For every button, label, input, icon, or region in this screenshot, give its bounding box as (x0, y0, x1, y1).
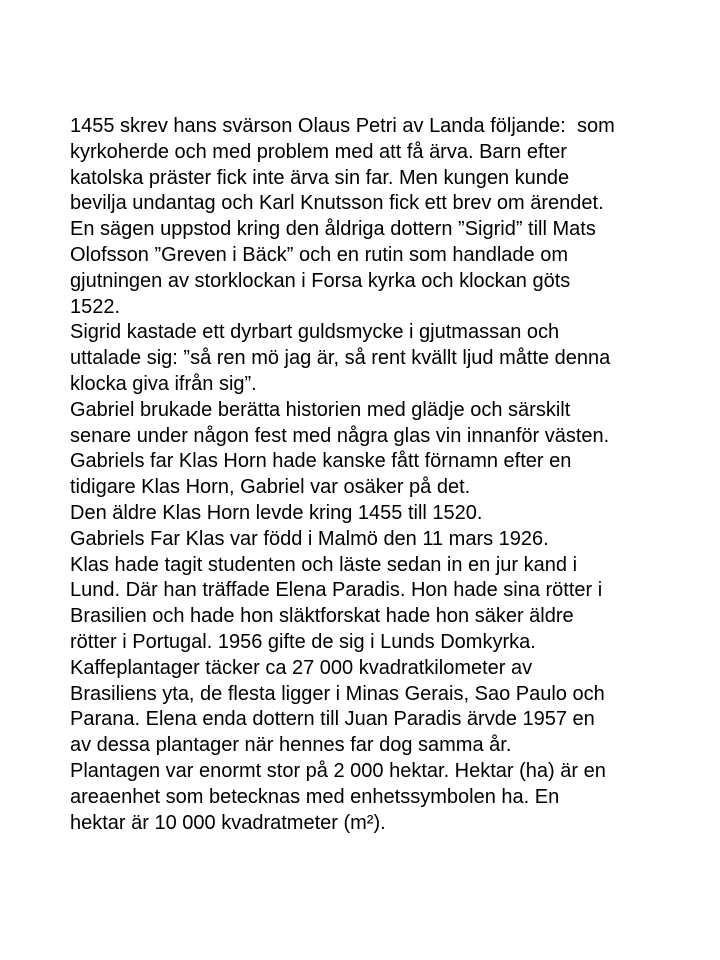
text-line: hektar är 10 000 kvadratmeter (m²). (70, 811, 386, 834)
text-line: katolska präster fick inte ärva sin far. Men kungen kunde (70, 166, 570, 189)
text-line: Klas hade tagit studenten och läste sedan in en jur kand i (70, 553, 578, 576)
text-line: tidigare Klas Horn, Gabriel var osäker på det. (70, 476, 471, 499)
text-line: uttalade sig: ”så ren mö jag är, så rent kvällt ljud måtte denna (70, 347, 611, 370)
text-line: bevilja undantag och Karl Knutsson fick ett brev om ärendet. (70, 192, 604, 215)
text-line: klocka giva ifrån sig”. (70, 372, 257, 395)
text-line: rötter i Portugal. 1956 gifte de sig i Lunds Domkyrka. (70, 630, 536, 653)
text-line: Lund. Där han träffade Elena Paradis. Hon hade sina rötter i (70, 579, 603, 602)
text-line: Kaffeplantager täcker ca 27 000 kvadratkilometer av (70, 656, 533, 679)
text-line: 1455 skrev hans svärson Olaus Petri av Landa följande: som (70, 115, 615, 137)
text-line: senare under någon fest med några glas vin innanför västen. (70, 424, 610, 447)
text-line: Sigrid kastade ett dyrbart guldsmycke i gjutmassan och (70, 321, 560, 344)
text-line: areaenhet som betecknas med enhetssymbolen ha. En (70, 785, 560, 808)
text-line: Brasiliens yta, de flesta ligger i Minas Gerais, Sao Paulo och (70, 682, 605, 705)
document-text (70, 114, 670, 836)
text-line: Gabriels far Klas Horn hade kanske fått förnamn efter en (70, 450, 572, 473)
text-line: Olofsson ”Greven i Bäck” och en rutin som handlade om (70, 243, 569, 266)
text-line: Gabriel brukade berätta historien med glädje och särskilt (70, 398, 571, 421)
text-line: 1522. (70, 295, 121, 318)
text-line: Parana. Elena enda dottern till Juan Paradis ärvde 1957 en (70, 708, 595, 731)
text-line: av dessa plantager när hennes far dog samma år. (70, 734, 512, 757)
text-line: Plantagen var enormt stor på 2 000 hektar. Hektar (ha) är en (70, 759, 606, 782)
text-line: kyrkoherde och med problem med att få ärva. Barn efter (70, 140, 567, 163)
text-line: Brasilien och hade hon släktforskat hade hon säker äldre (70, 605, 574, 628)
text-line: Den äldre Klas Horn levde kring 1455 till 1520. (70, 501, 483, 524)
text-line: En sägen uppstod kring den åldriga dottern ”Sigrid” till Mats (70, 218, 596, 241)
text-line: gjutningen av storklockan i Forsa kyrka och klockan göts (70, 269, 571, 292)
text-line: Gabriels Far Klas var född i Malmö den 11 mars 1926. (70, 527, 549, 550)
